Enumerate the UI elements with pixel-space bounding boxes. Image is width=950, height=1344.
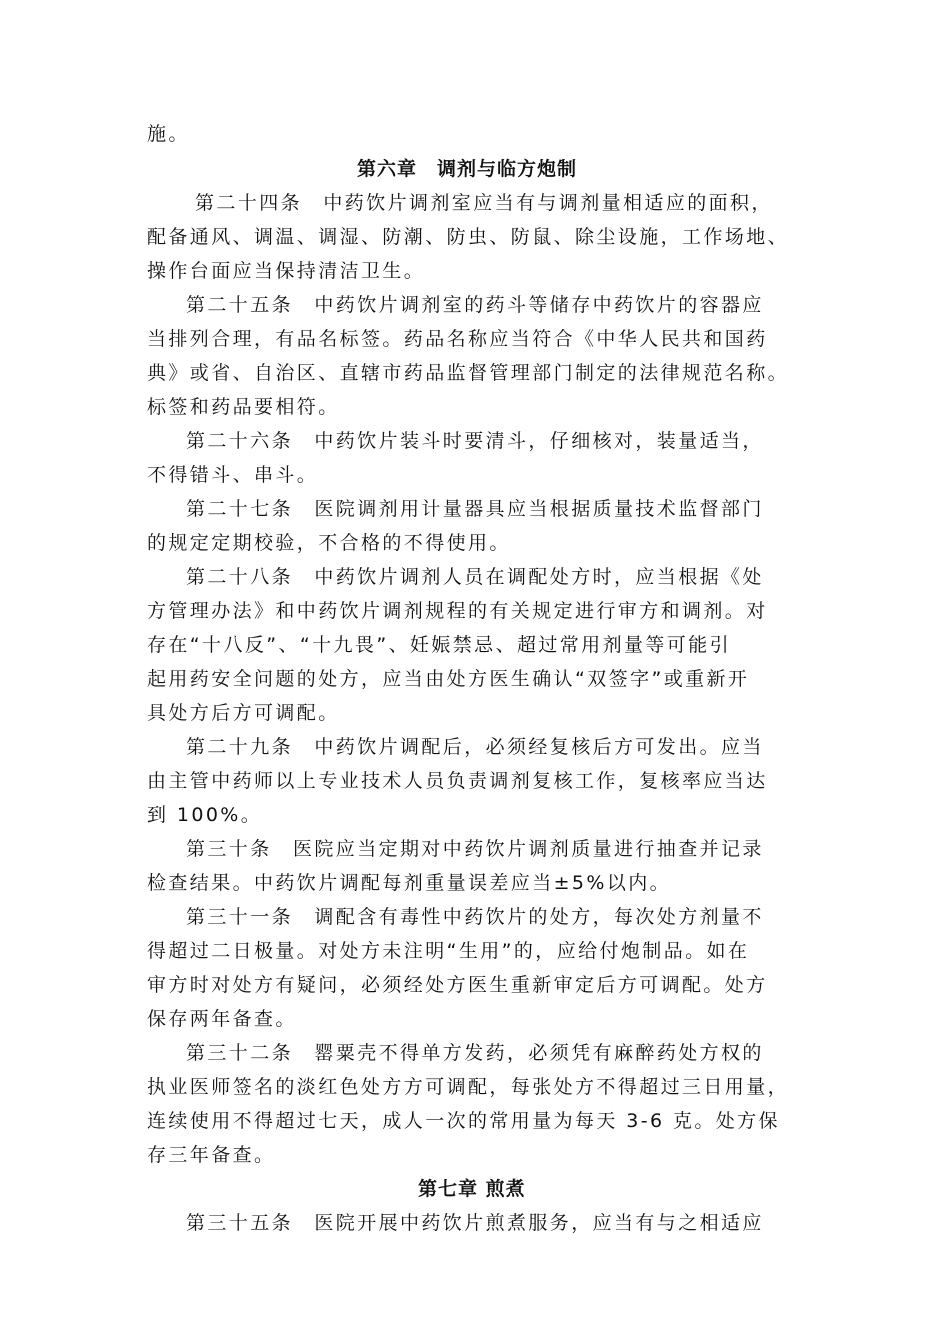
text-line: 存三年备查。 xyxy=(147,1144,276,1166)
text-line: 保存两年备查。 xyxy=(147,1008,297,1030)
text-line: 施。 xyxy=(147,123,190,145)
text-line: 审方时对处方有疑问，必须经处方医生重新审定后方可调配。处方 xyxy=(147,974,768,996)
text-line: 具处方后方可调配。 xyxy=(147,702,340,724)
text-line: 由主管中药师以上专业技术人员负责调剂复核工作，复核率应当达 xyxy=(147,770,768,792)
text-line: 检查结果。中药饮片调配每剂重量误差应当±5%以内。 xyxy=(147,872,672,894)
text-line: 方管理办法》和中药饮片调剂规程的有关规定进行审方和调剂。对 xyxy=(147,600,768,622)
article-line: 第二十八条 中药饮片调剂人员在调配处方时，应当根据《处 xyxy=(186,566,764,588)
text-line: 执业医师签名的淡红色处方方可调配，每张处方不得超过三日用量， xyxy=(147,1076,790,1098)
text-line: 连续使用不得超过七天，成人一次的常用量为每天 3-6 克。处方保 xyxy=(147,1110,780,1132)
article-line: 第二十四条 中药饮片调剂室应当有与调剂量相适应的面积， xyxy=(195,192,773,214)
text-line: 不得错斗、串斗。 xyxy=(147,464,319,486)
article-line: 第三十五条 医院开展中药饮片煎煮服务，应当有与之相适应 xyxy=(186,1212,764,1234)
text-line: 到 100%。 xyxy=(147,804,263,826)
chapter-heading: 第六章 调剂与临方炮制 xyxy=(357,158,578,180)
text-line: 操作台面应当保持清洁卫生。 xyxy=(147,260,426,282)
text-line: 标签和药品要相符。 xyxy=(147,396,340,418)
text-line: 当排列合理，有品名标签。药品名称应当符合《中华人民共和国药 xyxy=(147,328,768,350)
text-line: 配备通风、调温、调湿、防潮、防虫、防鼠、除尘设施，工作场地、 xyxy=(147,226,790,248)
text-line: 的规定定期校验，不合格的不得使用。 xyxy=(147,532,511,554)
article-line: 第二十九条 中药饮片调配后，必须经复核后方可发出。应当 xyxy=(186,736,764,758)
article-line: 第三十一条 调配含有毒性中药饮片的处方，每次处方剂量不 xyxy=(186,906,764,928)
article-line: 第二十五条 中药饮片调剂室的药斗等储存中药饮片的容器应 xyxy=(186,294,764,316)
chapter-heading: 第七章 煎煮 xyxy=(418,1178,526,1200)
text-line: 起用药安全问题的处方，应当由处方医生确认“双签字”或重新开 xyxy=(147,668,750,690)
text-line: 得超过二日极量。对处方未注明“生用”的，应给付炮制品。如在 xyxy=(147,940,750,962)
article-line: 第三十条 医院应当定期对中药饮片调剂质量进行抽查并记录 xyxy=(186,838,764,860)
text-line: 典》或省、自治区、直辖市药品监督管理部门制定的法律规范名称。 xyxy=(147,362,790,384)
text-line: 存在“十八反”、“十九畏”、妊娠禁忌、超过常用剂量等可能引 xyxy=(147,634,731,656)
article-line: 第二十六条 中药饮片装斗时要清斗，仔细核对，装量适当， xyxy=(186,430,764,452)
article-line: 第二十七条 医院调剂用计量器具应当根据质量技术监督部门 xyxy=(186,498,764,520)
article-line: 第三十二条 罂粟壳不得单方发药，必须凭有麻醉药处方权的 xyxy=(186,1042,764,1064)
